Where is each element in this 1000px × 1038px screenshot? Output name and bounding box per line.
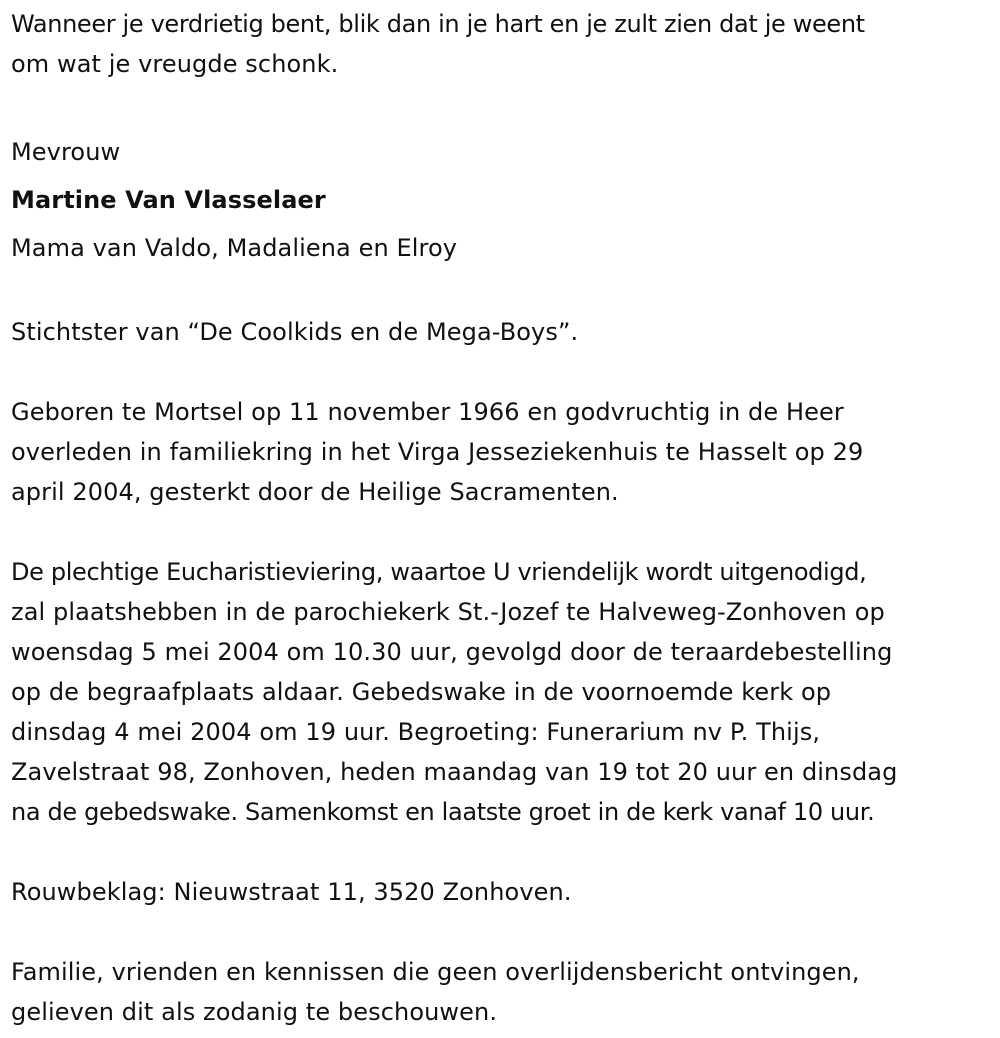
paragraph-line: woensdag 5 mei 2004 om 10.30 uur, gevolgd door de teraardebestelling xyxy=(11,638,893,666)
motto xyxy=(11,4,996,84)
spacer xyxy=(11,832,996,872)
paragraph-line: De plechtige Eucharistieviering, waartoe U vriendelijk wordt uitgenodigd, xyxy=(11,558,867,586)
deceased-name: Martine Van Vlasselaer xyxy=(11,186,326,214)
spacer xyxy=(11,512,996,552)
paragraph-line: gelieven dit als zodanig te beschouwen. xyxy=(11,998,498,1026)
paragraph-line: april 2004, gesterkt door de Heilige Sacramenten. xyxy=(11,478,619,506)
death-notice xyxy=(11,4,996,1032)
notice-paragraph xyxy=(11,952,996,1032)
spacer xyxy=(11,84,996,124)
paragraph-line: dinsdag 4 mei 2004 om 19 uur. Begroeting: Funerarium nv P. Thijs, xyxy=(11,718,821,746)
motto-line: om wat je vreugde schonk. xyxy=(11,50,339,78)
paragraph-line: zal plaatshebben in de parochiekerk St.-Jozef te Halveweg-Zonhoven op xyxy=(11,598,885,626)
spacer xyxy=(11,352,996,392)
paragraph-line: Zavelstraat 98, Zonhoven, heden maandag van 19 tot 20 uur en dinsdag xyxy=(11,758,898,786)
paragraph-line: na de gebedswake. Samenkomst en laatste groet in de kerk vanaf 10 uur. xyxy=(11,798,875,826)
founder-line: Stichtster van “De Coolkids en de Mega-Boys”. xyxy=(11,318,579,346)
paragraph-line: Familie, vrienden en kennissen die geen overlijdensbericht ontvingen, xyxy=(11,958,860,986)
paragraph-line: op de begraafplaats aldaar. Gebedswake in de voornoemde kerk op xyxy=(11,678,832,706)
condolence-address: Rouwbeklag: Nieuwstraat 11, 3520 Zonhoven. xyxy=(11,878,572,906)
motto-line: Wanneer je verdrietig bent, blik dan in je hart en je zult zien dat je weent xyxy=(11,10,865,38)
paragraph-line: Geboren te Mortsel op 11 november 1966 en godvruchtig in de Heer xyxy=(11,398,844,426)
honorific: Mevrouw xyxy=(11,138,121,166)
spacer xyxy=(11,912,996,952)
ceremony-paragraph xyxy=(11,552,996,832)
paragraph-line: overleden in familiekring in het Virga Jesseziekenhuis te Hasselt op 29 xyxy=(11,438,864,466)
family-line: Mama van Valdo, Madaliena en Elroy xyxy=(11,234,458,262)
birth-death-paragraph xyxy=(11,392,996,512)
spacer xyxy=(11,272,996,312)
